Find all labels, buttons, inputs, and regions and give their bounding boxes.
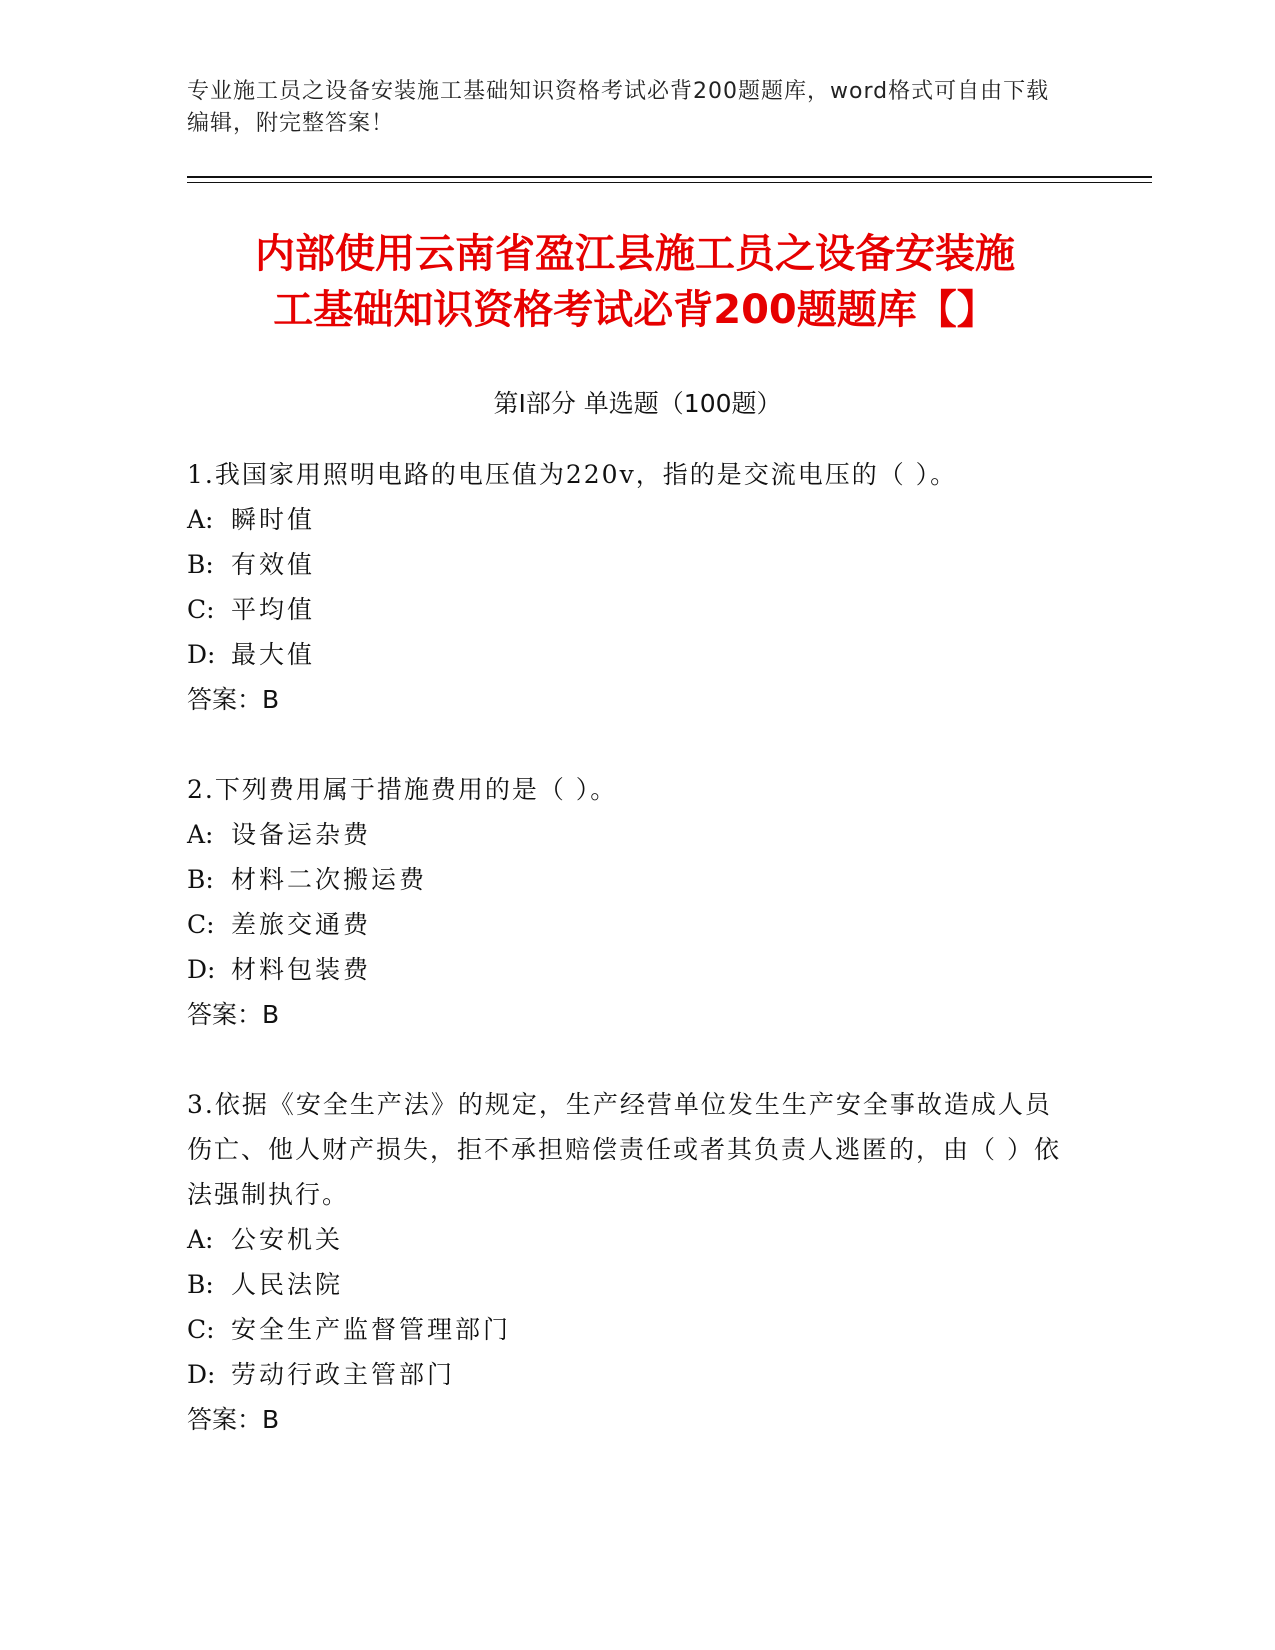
header-divider-thick <box>187 176 1152 178</box>
header-note: 专业施工员之设备安装施工基础知识资格考试必背200题题库，word格式可自由下载编辑，附完整答案！ <box>187 79 1050 136</box>
answer: 答案：B <box>187 1000 280 1029</box>
question-2 <box>187 767 1067 1037</box>
option-letter: B: <box>187 550 214 579</box>
option-c <box>187 902 1067 947</box>
option-letter: B: <box>187 865 214 894</box>
option-letter: D: <box>187 955 216 984</box>
question-text: 3.依据《安全生产法》的规定，生产经营单位发生生产安全事故造成人员伤亡、他人财产损失，拒不承担赔偿责任或者其负责人逃匿的，由（ ）依法强制执行。 <box>187 1090 1061 1209</box>
title-line-2: 工基础知识资格考试必背200题题库【】 <box>273 287 997 333</box>
document-title <box>150 226 1120 338</box>
option-letter: A: <box>187 1225 214 1254</box>
option-text: 平均值 <box>231 595 316 624</box>
option-text: 材料包装费 <box>231 955 372 984</box>
option-b <box>187 542 1067 587</box>
option-d <box>187 632 1067 677</box>
option-text: 安全生产监督管理部门 <box>231 1315 512 1344</box>
header-divider-thin <box>187 182 1152 183</box>
question-text: 2.下列费用属于措施费用的是（ ）。 <box>187 775 618 804</box>
option-b <box>187 1262 1067 1307</box>
option-letter: C: <box>187 1315 215 1344</box>
option-c <box>187 1307 1067 1352</box>
option-letter: B: <box>187 1270 214 1299</box>
option-letter: C: <box>187 910 215 939</box>
option-letter: A: <box>187 505 214 534</box>
answer: 答案：B <box>187 1405 280 1434</box>
option-d <box>187 1352 1067 1397</box>
question-text: 1.我国家用照明电路的电压值为220v，指的是交流电压的（ ）。 <box>187 460 958 489</box>
option-letter: C: <box>187 595 215 624</box>
option-text: 设备运杂费 <box>231 820 372 849</box>
option-a <box>187 812 1067 857</box>
option-text: 公安机关 <box>231 1225 344 1254</box>
question-1 <box>187 452 1067 722</box>
option-text: 瞬时值 <box>231 505 316 534</box>
option-text: 差旅交通费 <box>231 910 372 939</box>
option-letter: D: <box>187 640 216 669</box>
option-letter: A: <box>187 820 214 849</box>
option-text: 劳动行政主管部门 <box>231 1360 456 1389</box>
question-3 <box>187 1082 1067 1442</box>
option-b <box>187 857 1067 902</box>
option-text: 材料二次搬运费 <box>231 865 428 894</box>
option-letter: D: <box>187 1360 216 1389</box>
option-text: 最大值 <box>231 640 316 669</box>
title-line-1: 内部使用云南省盈江县施工员之设备安装施 <box>255 231 1015 277</box>
option-a <box>187 497 1067 542</box>
option-c <box>187 587 1067 632</box>
option-text: 人民法院 <box>231 1270 344 1299</box>
option-a <box>187 1217 1067 1262</box>
section-title: 第Ⅰ部分 单选题（100题） <box>493 389 782 418</box>
answer: 答案：B <box>187 685 280 714</box>
option-d <box>187 947 1067 992</box>
option-text: 有效值 <box>231 550 316 579</box>
